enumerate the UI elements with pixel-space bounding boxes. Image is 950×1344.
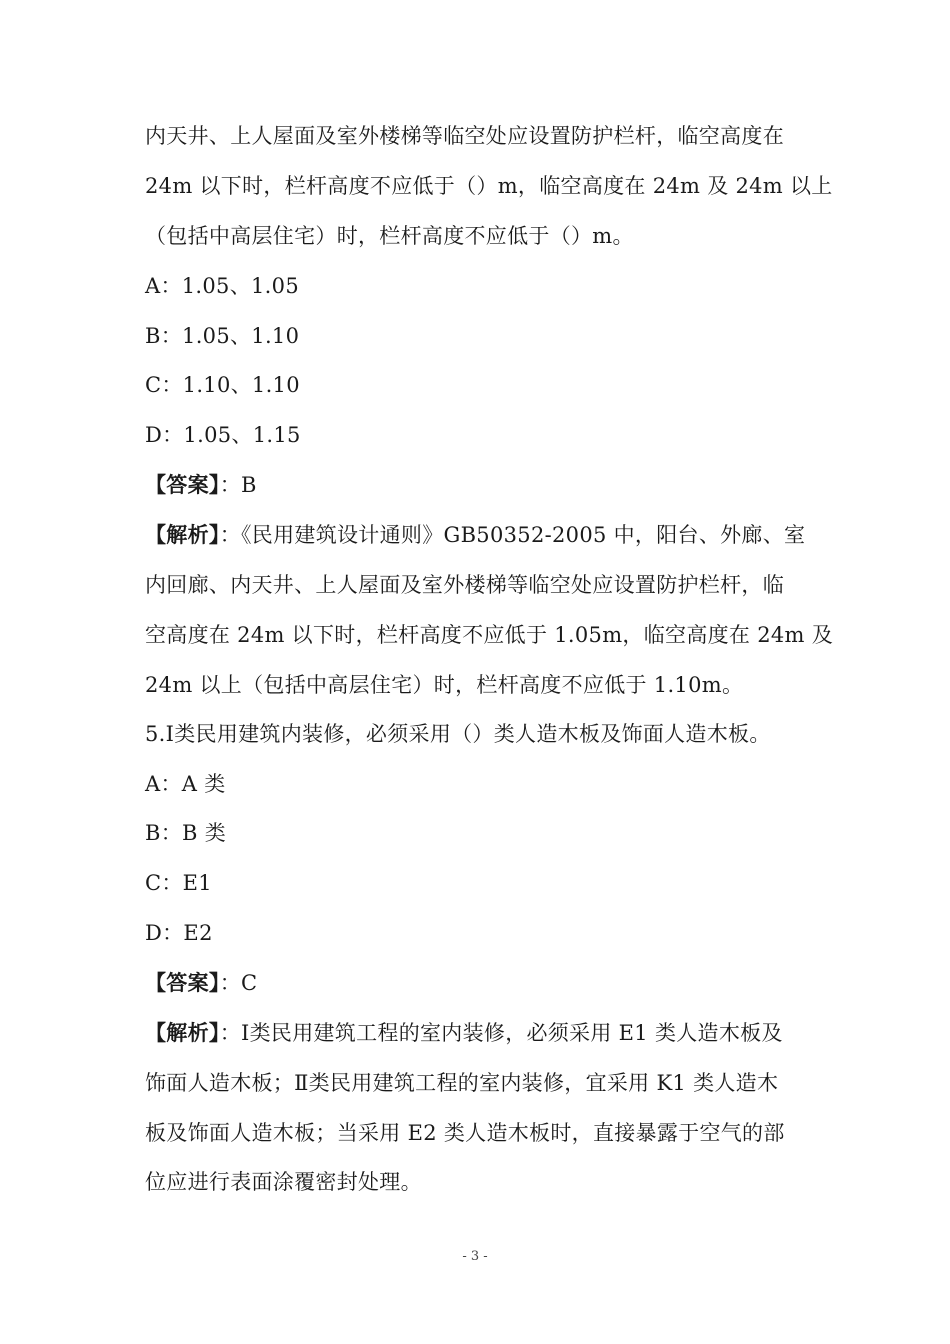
page-number: - 3 - [462,1249,488,1264]
q4-analysis-line-2: 内回廊、内天井、上人屋面及室外楼梯等临空处应设置防护栏杆，临 [145,573,784,597]
q4-stem-line-1: 内天井、上人屋面及室外楼梯等临空处应设置防护栏杆，临空高度在 [145,124,784,148]
q5-answer-label: 【答案】 [145,971,220,995]
q4-analysis-line-1 [145,520,805,550]
q4-option-a: A：1.05、1.05 [145,274,299,298]
q5-analysis-line-3: 板及饰面人造木板；当采用 E2 类人造木板时，直接暴露于空气的部 [145,1121,785,1145]
q4-answer [145,470,257,500]
q5-analysis-line-4: 位应进行表面涂覆密封处理。 [145,1170,422,1194]
q4-stem-line-3: （包括中高层住宅）时，栏杆高度不应低于（）m。 [145,224,634,248]
q5-analysis-label: 【解析】 [145,1021,220,1045]
q4-analysis-line-3: 空高度在 24m 以下时，栏杆高度不应低于 1.05m，临空高度在 24m 及 [145,623,834,647]
q4-option-c: C：1.10、1.10 [145,373,300,397]
q4-answer-label: 【答案】 [145,473,220,497]
q4-stem-line-2: 24m 以下时，栏杆高度不应低于（）m，临空高度在 24m 及 24m 以上 [145,174,833,198]
q5-answer-value: ：C [219,971,258,995]
q5-analysis-line-2: 饰面人造木板；Ⅱ类民用建筑工程的室内装修，宜采用 K1 类人造木 [145,1071,779,1095]
q4-option-b: B：1.05、1.10 [145,324,300,348]
q5-option-c: C：E1 [145,871,212,895]
q5-answer [145,968,257,998]
q4-option-d: D：1.05、1.15 [145,423,301,447]
q4-analysis-label: 【解析】 [145,523,220,547]
q5-stem: 5.Ⅰ类民用建筑内装修，必须采用（）类人造木板及饰面人造木板。 [145,722,771,746]
q5-option-b: B：B 类 [145,821,227,845]
q4-answer-value: ：B [219,473,257,497]
q5-option-a: A：A 类 [145,772,226,796]
q5-analysis-text-1: ：Ⅰ类民用建筑工程的室内装修，必须采用 E1 类人造木板及 [219,1021,783,1045]
q5-option-d: D：E2 [145,921,213,945]
q4-analysis-text-1: ：《民用建筑设计通则》GB50352-2005 中，阳台、外廊、室 [219,523,806,547]
q4-analysis-line-4: 24m 以上（包括中高层住宅）时，栏杆高度不应低于 1.10m。 [145,673,744,697]
q5-analysis-line-1 [145,1018,783,1048]
